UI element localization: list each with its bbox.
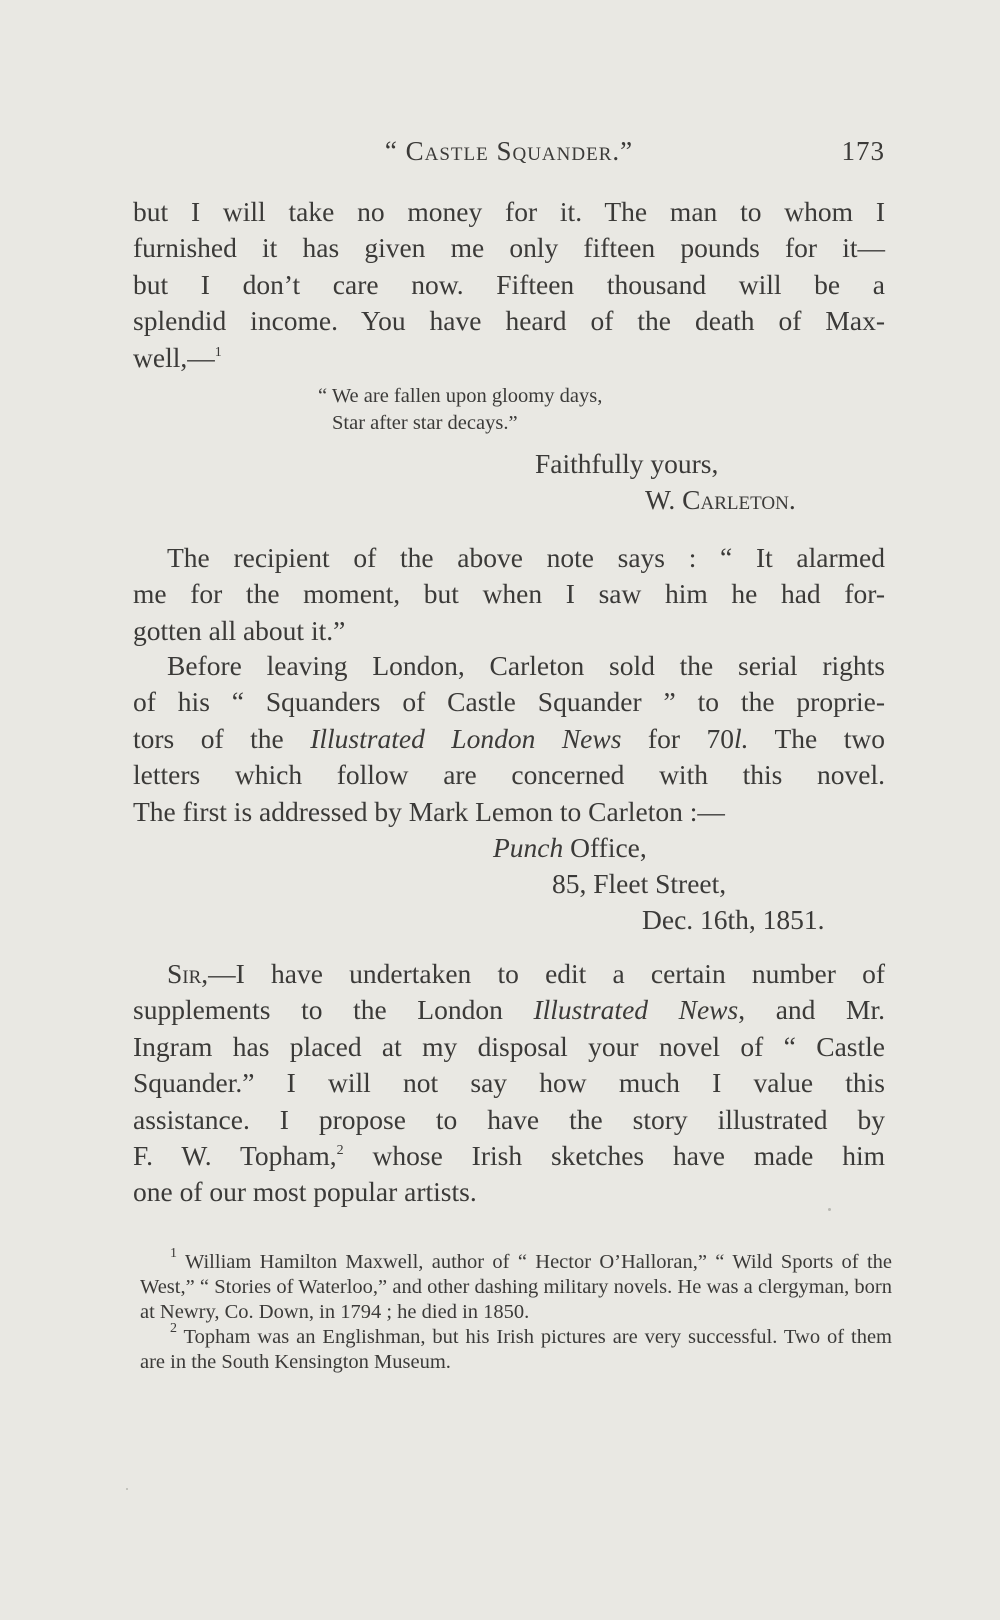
text-fragment: for 70 xyxy=(621,722,734,754)
paragraph-recipient xyxy=(133,540,885,649)
text-fragment: supplements to the London xyxy=(133,994,534,1026)
page-header xyxy=(133,136,885,176)
text-fragment: —I have undertaken to edit a certain number of xyxy=(208,958,885,989)
text-line: The recipient of the above note says : “ It alarmed xyxy=(167,542,885,573)
text-fragment: Office, xyxy=(563,832,647,863)
address-office xyxy=(493,830,647,866)
text-fragment: The two xyxy=(748,722,885,754)
verse-quote xyxy=(318,383,602,437)
text-fragment: well,— xyxy=(133,341,215,373)
text-line xyxy=(133,340,885,376)
footnote-ref: 1 xyxy=(214,344,222,360)
publication-title: Illustrated London News xyxy=(310,722,622,754)
running-head: “ Castle Squander.” xyxy=(384,136,634,166)
text-line xyxy=(133,956,885,992)
publication-title: Illustrated News xyxy=(533,994,739,1026)
verse-line: Star after star decays.” xyxy=(332,412,518,434)
text-line xyxy=(133,1138,885,1174)
paragraph-lemon-letter xyxy=(133,956,885,1211)
text-line xyxy=(133,721,885,757)
page-number: 173 xyxy=(841,136,885,166)
address-date: Dec. 16th, 1851. xyxy=(642,904,825,935)
text-line: The first is addressed by Mark Lemon to Carleton :— xyxy=(133,795,725,827)
footnote-1 xyxy=(140,1246,892,1325)
text-line: Squander.” I will not say how much I value this xyxy=(133,1067,885,1099)
footnotes xyxy=(140,1246,892,1375)
salutation: Sir, xyxy=(167,958,209,989)
footnote-text: Topham was an Englishman, but his Irish pictures are very successful. Two of them are in the South Kensington Museum. xyxy=(140,1326,892,1373)
paper-speck xyxy=(828,1208,831,1211)
signoff-name: W. Carleton. xyxy=(645,484,796,515)
paragraph-letter-continuation xyxy=(133,194,885,376)
text-fragment: F. W. Topham, xyxy=(133,1140,337,1172)
text-line: Before leaving London, Carleton sold the serial rights xyxy=(167,650,885,681)
footnote-ref: 2 xyxy=(336,1143,344,1159)
text-line: of his “ Squanders of Castle Squander ” to the proprie- xyxy=(133,686,885,718)
text-line: one of our most popular artists. xyxy=(133,1176,477,1208)
text-line: assistance. I propose to have the story illustrated by xyxy=(133,1103,885,1135)
text-line: me for the moment, but when I saw him he had for- xyxy=(133,578,885,610)
publication-name: Punch xyxy=(493,832,564,863)
text-fragment: , and Mr. xyxy=(738,994,885,1026)
text-line: gotten all about it.” xyxy=(133,614,346,646)
currency-unit: l. xyxy=(733,722,749,754)
text-line: letters which follow are concerned with this novel. xyxy=(133,759,885,791)
text-line: but I will take no money for it. The man to whom I xyxy=(133,196,885,227)
footnote-marker: 2 xyxy=(170,1321,177,1336)
text-fragment: whose Irish sketches have made him xyxy=(343,1140,885,1172)
paper-speck xyxy=(126,1488,128,1490)
text-line xyxy=(133,992,885,1028)
footnote-marker: 1 xyxy=(170,1246,177,1261)
text-fragment: tors of the xyxy=(133,722,311,754)
signoff-closing: Faithfully yours, xyxy=(535,448,719,479)
address-street: 85, Fleet Street, xyxy=(552,868,727,899)
footnote-2 xyxy=(140,1321,892,1375)
footnote-text: William Hamilton Maxwell, author of “ Hector O’Halloran,” “ Wild Sports of the West,” “ Stories of Waterloo,” and other dashing military novels. He was a clergyman, born at Newry, Co. Down, in 1794 ; he died in 1850. xyxy=(140,1251,892,1323)
text-line: Ingram has placed at my disposal your novel of “ Castle xyxy=(133,1030,885,1062)
text-line: but I don’t care now. Fifteen thousand will be a xyxy=(133,268,885,300)
verse-line: “ We are fallen upon gloomy days, xyxy=(318,385,603,407)
paragraph-serial-rights xyxy=(133,648,885,830)
text-line: splendid income. You have heard of the death of Max- xyxy=(133,305,885,337)
text-line: furnished it has given me only fifteen pounds for it— xyxy=(133,232,885,264)
